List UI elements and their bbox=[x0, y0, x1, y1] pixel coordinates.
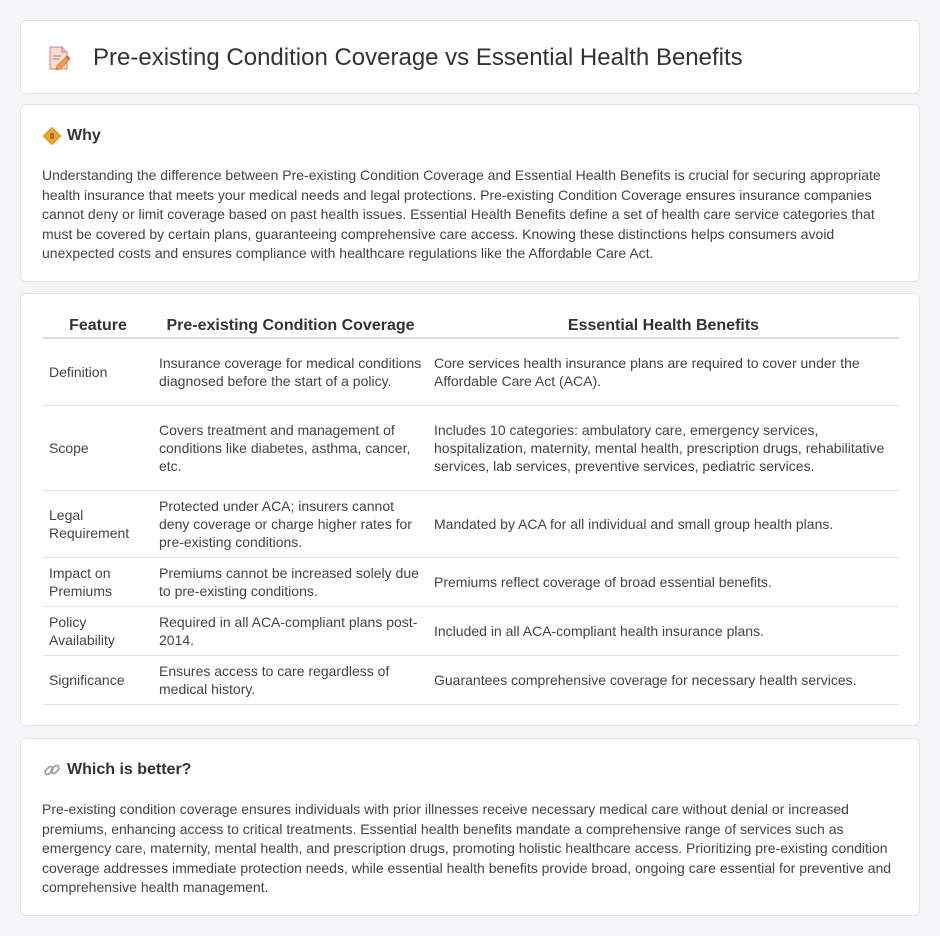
feature-cell: Impact on Premiums bbox=[43, 557, 153, 606]
diamond-road-sign-icon bbox=[43, 127, 61, 145]
comparison-table bbox=[43, 316, 899, 705]
pre-existing-cell: Covers treatment and management of conditions like diabetes, asthma, cancer, etc. bbox=[153, 405, 428, 490]
feature-cell: Definition bbox=[43, 338, 153, 405]
page-title: Pre-existing Condition Coverage vs Essential Health Benefits bbox=[93, 44, 743, 71]
why-heading-row bbox=[43, 127, 101, 145]
feature-cell: Policy Availability bbox=[43, 606, 153, 655]
comparison-section bbox=[20, 293, 920, 726]
table-row bbox=[43, 557, 899, 606]
feature-cell: Scope bbox=[43, 405, 153, 490]
which-is-better-section bbox=[20, 738, 920, 916]
better-text: Pre-existing condition coverage ensures individuals with prior illnesses receive necessary medical care without denial or increased premiums, enhancing access to critical treatments. Essential health benefits mandate a comprehensive range of services such as emergency care, maternity, mental health, and prescription drugs, promoting holistic healthcare access. Prioritizing pre-existing condition coverage addresses immediate protection needs, while essential health benefits provide broad, ongoing care essential for preventive and comprehensive health management. bbox=[42, 801, 892, 895]
pre-existing-cell: Ensures access to care regardless of medical history. bbox=[153, 655, 428, 704]
pre-existing-cell: Protected under ACA; insurers cannot deny coverage or charge higher rates for pre-existing conditions. bbox=[153, 490, 428, 557]
better-heading: Which is better? bbox=[67, 761, 192, 778]
pre-existing-cell: Required in all ACA-compliant plans post-2014. bbox=[153, 606, 428, 655]
column-header-feature: Feature bbox=[43, 316, 153, 338]
header-card bbox=[20, 20, 920, 94]
why-heading: Why bbox=[67, 127, 101, 144]
essential-cell: Guarantees comprehensive coverage for necessary health services. bbox=[428, 655, 899, 704]
table-row bbox=[43, 338, 899, 405]
essential-cell: Includes 10 categories: ambulatory care, emergency services, hospitalization, maternity, mental health, prescription drugs, rehabilitative services, lab services, preventive services, pediatric services. bbox=[428, 405, 899, 490]
essential-cell: Core services health insurance plans are required to cover under the Affordable Care Act (ACA). bbox=[428, 338, 899, 405]
pre-existing-cell: Insurance coverage for medical conditions diagnosed before the start of a policy. bbox=[153, 338, 428, 405]
table-row bbox=[43, 655, 899, 704]
link-icon bbox=[43, 761, 61, 779]
essential-cell: Mandated by ACA for all individual and small group health plans. bbox=[428, 490, 899, 557]
table-row bbox=[43, 405, 899, 490]
table-row bbox=[43, 490, 899, 557]
table-header-row bbox=[43, 316, 899, 338]
column-header-pre-existing: Pre-existing Condition Coverage bbox=[153, 316, 428, 338]
pre-existing-cell: Premiums cannot be increased solely due to pre-existing conditions. bbox=[153, 557, 428, 606]
column-header-essential: Essential Health Benefits bbox=[428, 316, 899, 338]
essential-cell: Included in all ACA-compliant health insurance plans. bbox=[428, 606, 899, 655]
table-row bbox=[43, 606, 899, 655]
document-edit-icon bbox=[47, 45, 71, 71]
better-heading-row bbox=[43, 761, 191, 779]
why-text: Understanding the difference between Pre-existing Condition Coverage and Essential Health Benefits is crucial for securing appropriate health insurance that meets your medical needs and legal protections. Pre-existing Condition Coverage ensures insurance companies cannot deny or limit coverage based on past health issues. Essential Health Benefits define a set of health care service categories that must be covered by certain plans, guaranteeing comprehensive care access. Knowing these distinctions helps consumers avoid unexpected costs and ensures compliance with healthcare regulations like the Affordable Care Act. bbox=[42, 167, 881, 261]
why-section bbox=[20, 104, 920, 282]
feature-cell: Significance bbox=[43, 655, 153, 704]
feature-cell: Legal Requirement bbox=[43, 490, 153, 557]
essential-cell: Premiums reflect coverage of broad essential benefits. bbox=[428, 557, 899, 606]
